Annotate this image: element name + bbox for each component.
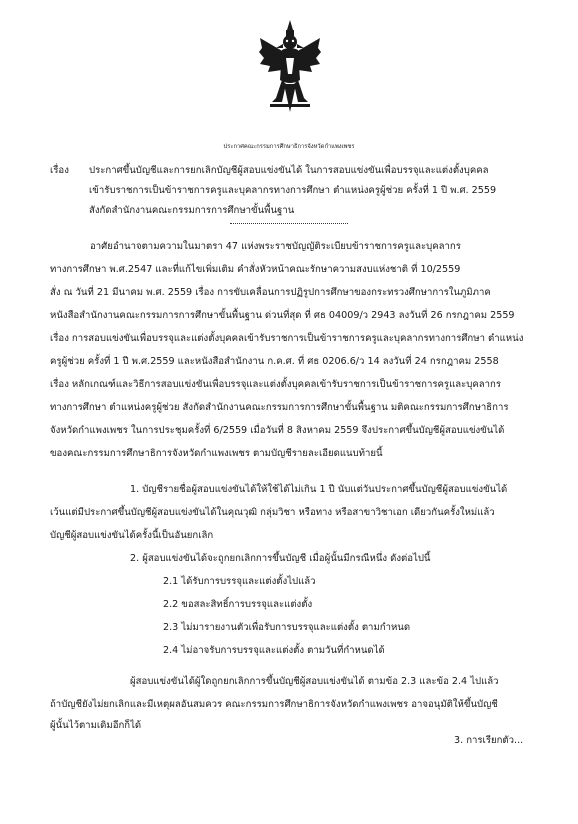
body-line: จังหวัดกำแพงเพชร ในการประชุมครั้งที่ 6/2559 เมื่อวันที่ 8 สิงหาคม 2559 จึงประกาศขึ้นบัญชีผู้สอบแข่งขันได้ xyxy=(50,425,505,436)
body-line: 2.3 ไม่มารายงานตัวเพื่อรับการบรรจุและแต่งตั้ง ตามกำหนด xyxy=(163,622,411,633)
body-line: 1. บัญชีรายชื่อผู้สอบแข่งขันได้ให้ใช้ได้ไม่เกิน 1 ปี นับแต่วันประกาศขึ้นบัญชีผู้สอบแข่งขันได้ xyxy=(130,484,508,495)
subject-line: สังกัดสำนักงานคณะกรรมการการศึกษาขั้นพื้นฐาน xyxy=(89,205,295,216)
body-line: สั่ง ณ วันที่ 21 มีนาคม พ.ศ. 2559 เรื่อง การขับเคลื่อนการปฏิรูปการศึกษาของกระทรวงศึกษาการในภูมิภาค xyxy=(50,287,491,298)
body-line: บัญชีผู้สอบแข่งขันได้ครั้งนี้เป็นอันยกเลิก xyxy=(50,530,214,541)
body-line: อาศัยอำนาจตามความในมาตรา 47 แห่งพระราชบัญญัติระเบียบข้าราชการครูและบุคลากร xyxy=(90,241,461,252)
body-line: ทางการศึกษา ตำแหน่งครูผู้ช่วย สังกัดสำนักงานคณะกรรมการการศึกษาขั้นพื้นฐาน มติคณะกรรมการศึกษาธิการ xyxy=(50,402,509,413)
body-line: เรื่อง หลักเกณฑ์และวิธีการสอบแข่งขันเพื่อบรรจุและแต่งตั้งบุคคลเข้ารับราชการเป็นข้าราชการครูและบุคลากร xyxy=(50,379,502,390)
body-line: ครูผู้ช่วย ครั้งที่ 1 ปี พ.ศ.2559 และหนังสือสำนักงาน ก.ค.ศ. ที่ ศธ 0206.6/ว 14 ลงวันที่ 24 กรกฎาคม 2558 xyxy=(50,356,499,367)
body-line: 2. ผู้สอบแข่งขันได้จะถูกยกเลิกการขึ้นบัญชี เมื่อผู้นั้นมีกรณีหนึ่ง ดังต่อไปนี้ xyxy=(130,553,431,564)
garuda-emblem-icon xyxy=(258,18,322,118)
body-line: ผู้นั้นไว้ตามเดิมอีกก็ได้ xyxy=(50,720,142,731)
body-line: ถ้าบัญชียังไม่ยกเลิกและมีเหตุผลอันสมควร คณะกรรมการศึกษาธิการจังหวัดกำแพงเพชร อาจอนุมัติให้ขึ้นบัญชี xyxy=(50,699,498,710)
body-line: ทางการศึกษา พ.ศ.2547 และที่แก้ไขเพิ่มเติม คำสั่งหัวหน้าคณะรักษาความสงบแห่งชาติ ที่ 10/2559 xyxy=(50,264,461,275)
body-line: 2.1 ได้รับการบรรจุและแต่งตั้งไปแล้ว xyxy=(163,576,316,587)
body-line: เว้นแต่มีประกาศขึ้นบัญชีผู้สอบแข่งขันได้ในคุณวุฒิ กลุ่มวิชา หรือทาง หรือสาขาวิชาเอก เดียวกันครั้งใหม่แล้ว xyxy=(50,507,495,518)
body-line: ผู้สอบแข่งขันได้ผู้ใดถูกยกเลิกการขึ้นบัญชีผู้สอบแข่งขันได้ ตามข้อ 2.3 และข้อ 2.4 ไปแล้ว xyxy=(130,676,499,687)
body-line: 2.2 ขอสละสิทธิ์การบรรจุและแต่งตั้ง xyxy=(163,599,313,610)
heading-divider xyxy=(230,223,348,224)
continuation-note: 3. การเรียกตัว... xyxy=(454,735,524,746)
body-line: หนังสือสำนักงานคณะกรรมการการศึกษาขั้นพื้นฐาน ด่วนที่สุด ที่ ศธ 04009/ว 2943 ลงวันที่ 26 กรกฎาคม 2559 xyxy=(50,310,515,321)
subject-label: เรื่อง xyxy=(50,165,69,176)
subject-line: ประกาศขึ้นบัญชีและการยกเลิกบัญชีผู้สอบแข่งขันได้ ในการสอบแข่งขันเพื่อบรรจุและแต่งตั้งบุคคล xyxy=(89,165,489,176)
body-line: เรื่อง การสอบแข่งขันเพื่อบรรจุและแต่งตั้งบุคคลเข้ารับราชการเป็นข้าราชการครูและบุคลากรทางการศึกษา ตำแหน่ง xyxy=(50,333,524,344)
body-line: ของคณะกรรมการศึกษาธิการจังหวัดกำแพงเพชร ตามบัญชีรายละเอียดแนบท้ายนี้ xyxy=(50,448,383,459)
document-heading: ประกาศคณะกรรมการศึกษาธิการจังหวัดกำแพงเพชร xyxy=(223,144,355,150)
body-line: 2.4 ไม่อาจรับการบรรจุและแต่งตั้ง ตามวันที่กำหนดได้ xyxy=(163,645,385,656)
subject-line: เข้ารับราชการเป็นข้าราชการครูและบุคลากรทางการศึกษา ตำแหน่งครูผู้ช่วย ครั้งที่ 1 ปี พ.ศ. 2559 xyxy=(89,185,497,196)
